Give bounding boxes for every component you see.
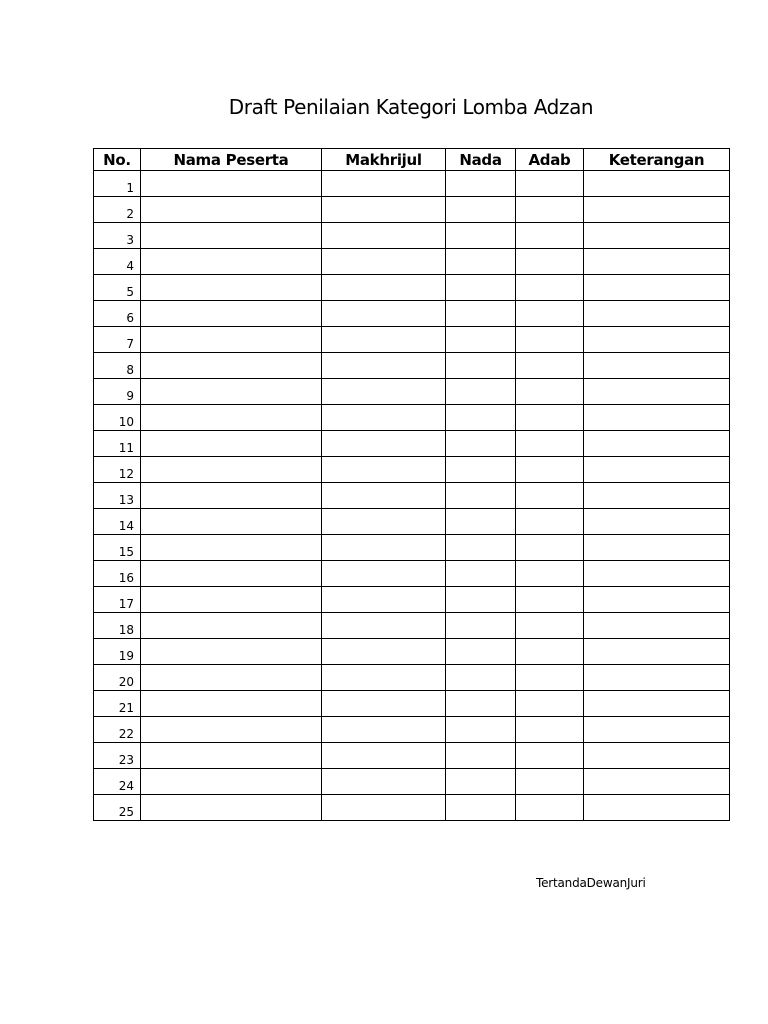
nada-cell <box>446 405 516 431</box>
adab-cell <box>516 717 584 743</box>
makhrijul-cell <box>322 171 446 197</box>
keterangan-cell <box>584 613 730 639</box>
keterangan-cell <box>584 587 730 613</box>
keterangan-cell <box>584 301 730 327</box>
scoring-table <box>93 148 730 821</box>
nada-cell <box>446 457 516 483</box>
row-number: 8 <box>94 353 141 379</box>
nama-peserta-cell <box>141 691 322 717</box>
makhrijul-cell <box>322 743 446 769</box>
makhrijul-cell <box>322 535 446 561</box>
nada-cell <box>446 171 516 197</box>
makhrijul-cell <box>322 379 446 405</box>
row-number: 10 <box>94 405 141 431</box>
table-row <box>94 795 730 821</box>
keterangan-cell <box>584 769 730 795</box>
nama-peserta-cell <box>141 197 322 223</box>
nama-peserta-cell <box>141 509 322 535</box>
table-row <box>94 171 730 197</box>
nama-peserta-cell <box>141 223 322 249</box>
table-row <box>94 327 730 353</box>
adab-cell <box>516 379 584 405</box>
row-number: 2 <box>94 197 141 223</box>
header-row <box>94 149 730 171</box>
keterangan-cell <box>584 197 730 223</box>
makhrijul-cell <box>322 613 446 639</box>
adab-cell <box>516 275 584 301</box>
nada-cell <box>446 691 516 717</box>
nama-peserta-cell <box>141 353 322 379</box>
adab-cell <box>516 639 584 665</box>
row-number: 11 <box>94 431 141 457</box>
nada-cell <box>446 613 516 639</box>
keterangan-cell <box>584 379 730 405</box>
nama-peserta-cell <box>141 483 322 509</box>
nada-cell <box>446 639 516 665</box>
row-number: 4 <box>94 249 141 275</box>
keterangan-cell <box>584 561 730 587</box>
makhrijul-cell <box>322 769 446 795</box>
row-number: 12 <box>94 457 141 483</box>
nama-peserta-cell <box>141 769 322 795</box>
nada-cell <box>446 327 516 353</box>
table-row <box>94 717 730 743</box>
nama-peserta-cell <box>141 379 322 405</box>
nama-peserta-cell <box>141 561 322 587</box>
table-row <box>94 639 730 665</box>
nama-peserta-cell <box>141 327 322 353</box>
keterangan-cell <box>584 795 730 821</box>
table-row <box>94 691 730 717</box>
adab-cell <box>516 249 584 275</box>
nada-cell <box>446 717 516 743</box>
nada-cell <box>446 301 516 327</box>
keterangan-cell <box>584 431 730 457</box>
header-no: No. <box>94 149 141 171</box>
makhrijul-cell <box>322 639 446 665</box>
adab-cell <box>516 691 584 717</box>
nama-peserta-cell <box>141 171 322 197</box>
keterangan-cell <box>584 665 730 691</box>
keterangan-cell <box>584 223 730 249</box>
adab-cell <box>516 353 584 379</box>
table-row <box>94 197 730 223</box>
makhrijul-cell <box>322 275 446 301</box>
row-number: 20 <box>94 665 141 691</box>
keterangan-cell <box>584 353 730 379</box>
nada-cell <box>446 561 516 587</box>
makhrijul-cell <box>322 691 446 717</box>
table-row <box>94 535 730 561</box>
table-row <box>94 223 730 249</box>
adab-cell <box>516 327 584 353</box>
makhrijul-cell <box>322 197 446 223</box>
adab-cell <box>516 743 584 769</box>
nada-cell <box>446 379 516 405</box>
row-number: 3 <box>94 223 141 249</box>
nada-cell <box>446 665 516 691</box>
table-row <box>94 275 730 301</box>
row-number: 13 <box>94 483 141 509</box>
makhrijul-cell <box>322 795 446 821</box>
keterangan-cell <box>584 405 730 431</box>
row-number: 1 <box>94 171 141 197</box>
nama-peserta-cell <box>141 535 322 561</box>
makhrijul-cell <box>322 587 446 613</box>
makhrijul-cell <box>322 483 446 509</box>
keterangan-cell <box>584 717 730 743</box>
makhrijul-cell <box>322 405 446 431</box>
nada-cell <box>446 275 516 301</box>
table-row <box>94 561 730 587</box>
keterangan-cell <box>584 483 730 509</box>
table-row <box>94 379 730 405</box>
makhrijul-cell <box>322 327 446 353</box>
table-row <box>94 509 730 535</box>
nada-cell <box>446 197 516 223</box>
adab-cell <box>516 223 584 249</box>
table-row <box>94 457 730 483</box>
page-title: Draft Penilaian Kategori Lomba Adzan <box>228 95 594 119</box>
nada-cell <box>446 587 516 613</box>
keterangan-cell <box>584 535 730 561</box>
table-row <box>94 353 730 379</box>
nama-peserta-cell <box>141 431 322 457</box>
makhrijul-cell <box>322 561 446 587</box>
adab-cell <box>516 171 584 197</box>
makhrijul-cell <box>322 717 446 743</box>
table-row <box>94 249 730 275</box>
keterangan-cell <box>584 275 730 301</box>
keterangan-cell <box>584 743 730 769</box>
table-row <box>94 769 730 795</box>
makhrijul-cell <box>322 457 446 483</box>
makhrijul-cell <box>322 353 446 379</box>
row-number: 9 <box>94 379 141 405</box>
nama-peserta-cell <box>141 275 322 301</box>
row-number: 23 <box>94 743 141 769</box>
nada-cell <box>446 743 516 769</box>
table-row <box>94 613 730 639</box>
makhrijul-cell <box>322 665 446 691</box>
nama-peserta-cell <box>141 587 322 613</box>
nama-peserta-cell <box>141 613 322 639</box>
row-number: 16 <box>94 561 141 587</box>
makhrijul-cell <box>322 223 446 249</box>
nada-cell <box>446 535 516 561</box>
row-number: 24 <box>94 769 141 795</box>
nada-cell <box>446 483 516 509</box>
makhrijul-cell <box>322 431 446 457</box>
row-number: 19 <box>94 639 141 665</box>
nada-cell <box>446 249 516 275</box>
nada-cell <box>446 431 516 457</box>
row-number: 18 <box>94 613 141 639</box>
nada-cell <box>446 769 516 795</box>
nama-peserta-cell <box>141 457 322 483</box>
header-adab: Adab <box>516 149 584 171</box>
nama-peserta-cell <box>141 405 322 431</box>
table-row <box>94 431 730 457</box>
makhrijul-cell <box>322 249 446 275</box>
nama-peserta-cell <box>141 301 322 327</box>
nada-cell <box>446 509 516 535</box>
keterangan-cell <box>584 691 730 717</box>
header-nama-peserta: Nama Peserta <box>141 149 322 171</box>
adab-cell <box>516 561 584 587</box>
nama-peserta-cell <box>141 249 322 275</box>
row-number: 14 <box>94 509 141 535</box>
nama-peserta-cell <box>141 743 322 769</box>
adab-cell <box>516 405 584 431</box>
row-number: 15 <box>94 535 141 561</box>
row-number: 5 <box>94 275 141 301</box>
row-number: 6 <box>94 301 141 327</box>
adab-cell <box>516 483 584 509</box>
nada-cell <box>446 795 516 821</box>
adab-cell <box>516 457 584 483</box>
adab-cell <box>516 535 584 561</box>
nama-peserta-cell <box>141 665 322 691</box>
adab-cell <box>516 509 584 535</box>
adab-cell <box>516 613 584 639</box>
row-number: 25 <box>94 795 141 821</box>
keterangan-cell <box>584 171 730 197</box>
adab-cell <box>516 587 584 613</box>
table-row <box>94 743 730 769</box>
adab-cell <box>516 301 584 327</box>
keterangan-cell <box>584 249 730 275</box>
row-number: 17 <box>94 587 141 613</box>
table-row <box>94 405 730 431</box>
table-row <box>94 665 730 691</box>
adab-cell <box>516 431 584 457</box>
adab-cell <box>516 197 584 223</box>
signature-label: TertandaDewanJuri <box>536 876 646 890</box>
nama-peserta-cell <box>141 795 322 821</box>
adab-cell <box>516 769 584 795</box>
makhrijul-cell <box>322 301 446 327</box>
row-number: 7 <box>94 327 141 353</box>
keterangan-cell <box>584 457 730 483</box>
table-row <box>94 301 730 327</box>
row-number: 22 <box>94 717 141 743</box>
row-number: 21 <box>94 691 141 717</box>
keterangan-cell <box>584 639 730 665</box>
nama-peserta-cell <box>141 639 322 665</box>
adab-cell <box>516 795 584 821</box>
table-body <box>94 171 730 821</box>
nada-cell <box>446 223 516 249</box>
nama-peserta-cell <box>141 717 322 743</box>
header-makhrijul: Makhrijul <box>322 149 446 171</box>
adab-cell <box>516 665 584 691</box>
table-row <box>94 587 730 613</box>
keterangan-cell <box>584 509 730 535</box>
nada-cell <box>446 353 516 379</box>
header-nada: Nada <box>446 149 516 171</box>
header-keterangan: Keterangan <box>584 149 730 171</box>
makhrijul-cell <box>322 509 446 535</box>
table-row <box>94 483 730 509</box>
keterangan-cell <box>584 327 730 353</box>
